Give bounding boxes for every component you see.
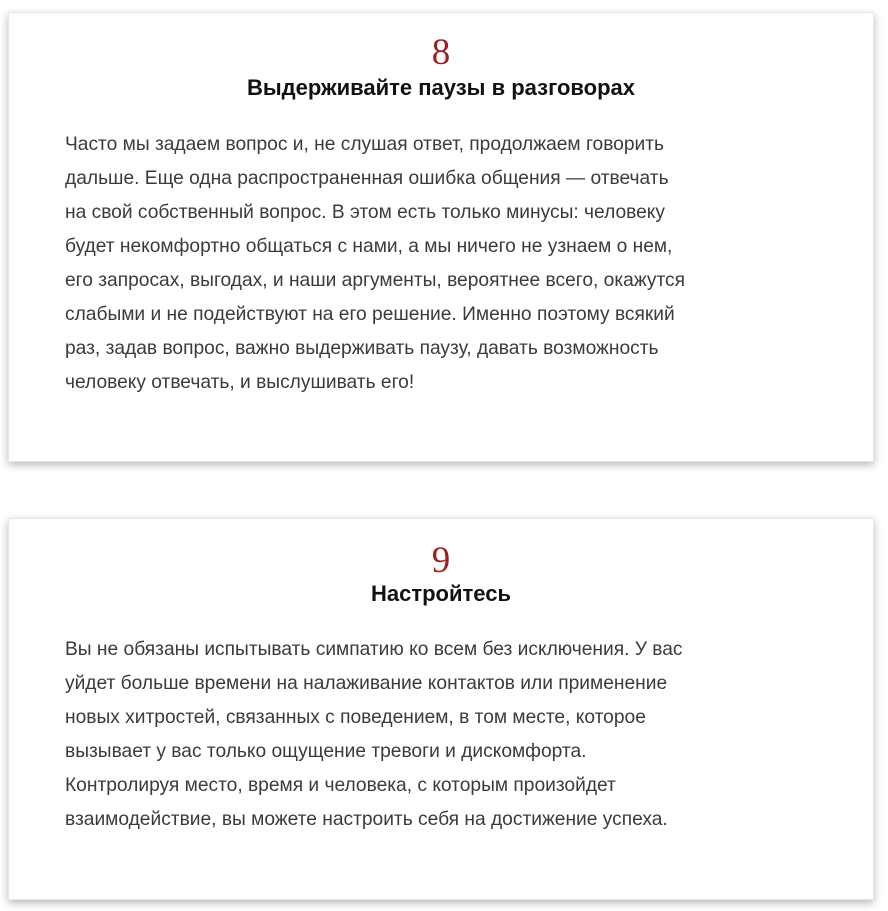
- tip-card-8: [8, 12, 874, 462]
- tip-title: Настройтесь: [370, 581, 511, 606]
- body-line: взаимодействие, вы можете настроить себя на достижение успеха.: [65, 809, 668, 830]
- tip-card-9: [8, 518, 874, 900]
- body-line: уйдет больше времени на налаживание контактов или применение: [65, 673, 668, 694]
- tip-body: [65, 128, 781, 400]
- body-line: Вы не обязаны испытывать симпатию ко всем без исключения. У вас: [65, 639, 683, 660]
- body-line: раз, задав вопрос, важно выдерживать паузу, давать возможность: [65, 338, 659, 359]
- body-line: новых хитростей, связанных с поведением, в том месте, которое: [65, 707, 646, 728]
- body-line: слабыми и не подействуют на его решение. Именно поэтому всякий: [65, 304, 675, 325]
- tip-body: [65, 633, 781, 837]
- body-line: на свой собственный вопрос. В этом есть только минусы: человеку: [65, 202, 666, 223]
- body-line: Часто мы задаем вопрос и, не слушая ответ, продолжаем говорить: [65, 134, 665, 155]
- body-line: вызывает у вас только ощущение тревоги и дискомфорта.: [65, 741, 587, 762]
- body-line: будет некомфортно общаться с нами, а мы ничего не узнаем о нем,: [65, 236, 673, 257]
- body-line: дальше. Еще одна распространенная ошибка общения — отвечать: [65, 168, 669, 189]
- tip-number: 9: [431, 540, 451, 581]
- body-line: человеку отвечать, и выслушивать его!: [65, 372, 415, 393]
- body-line: Контролируя место, время и человека, с которым произойдет: [65, 775, 616, 796]
- tip-title: Выдерживайте паузы в разговорах: [247, 75, 635, 100]
- tip-number: 8: [431, 32, 451, 73]
- body-line: его запросах, выгодах, и наши аргументы, вероятнее всего, окажутся: [65, 270, 686, 291]
